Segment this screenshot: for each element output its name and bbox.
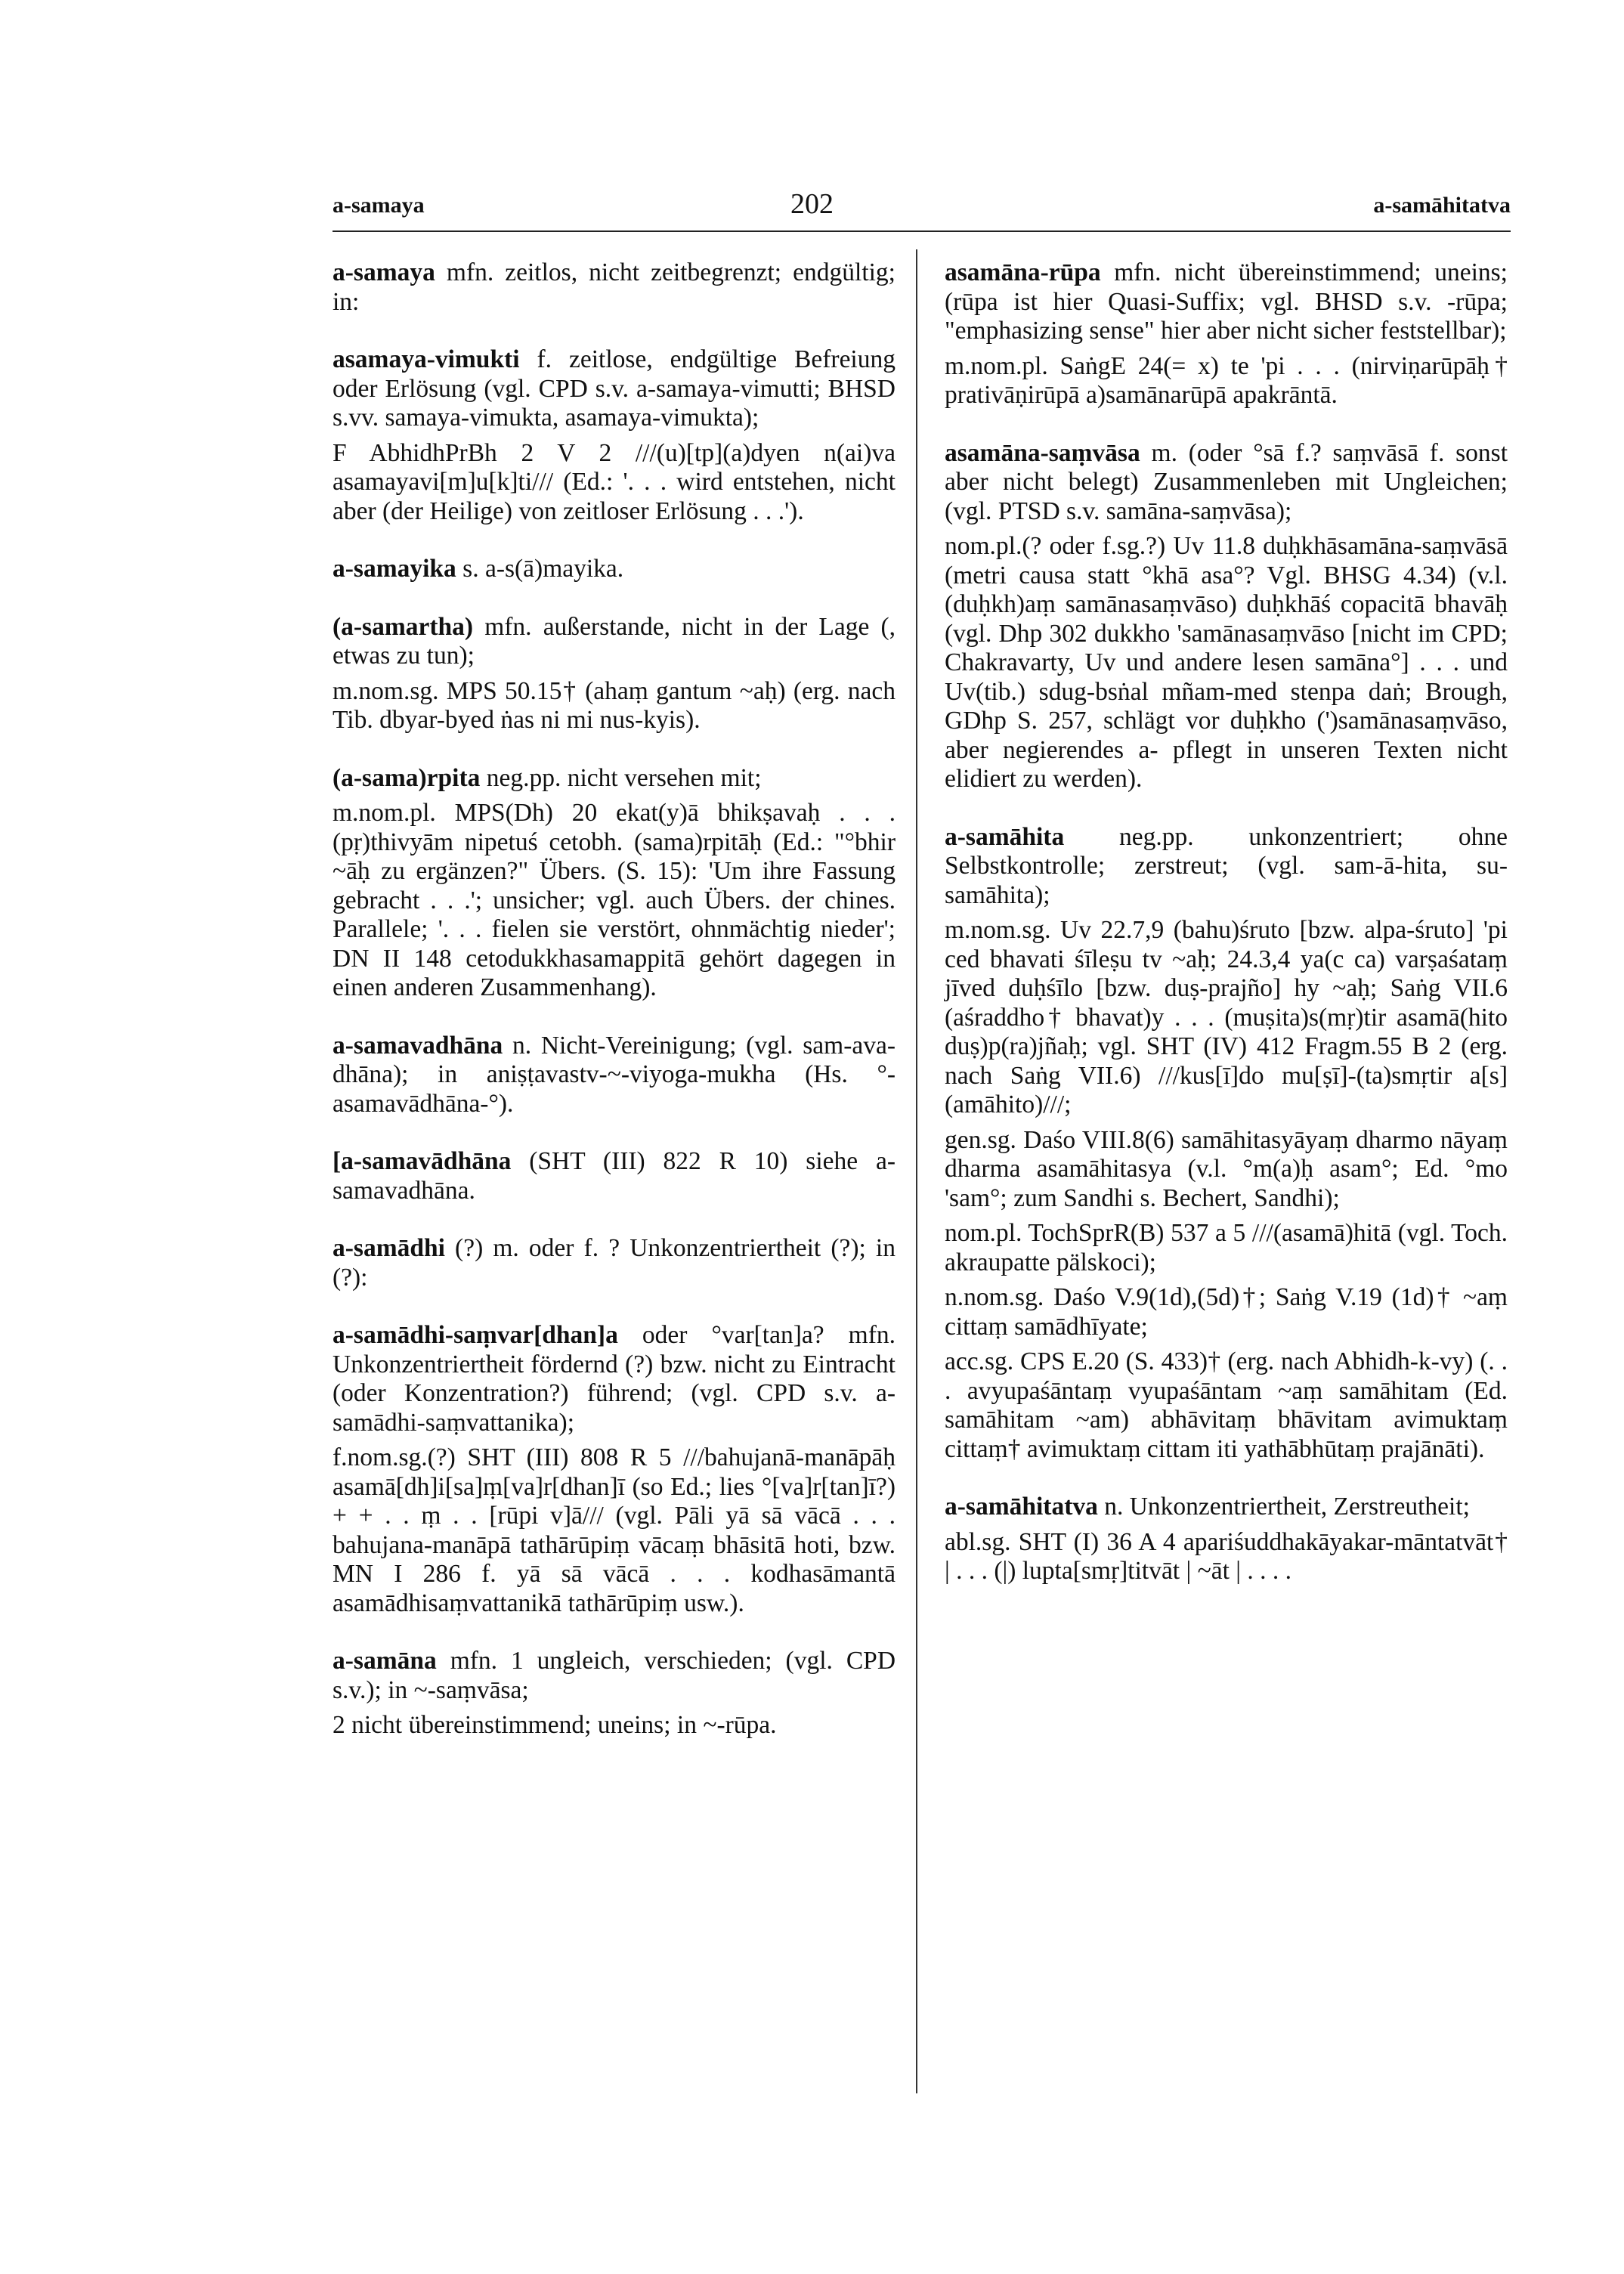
entry-headword: [a-samavādhāna — [333, 1147, 512, 1175]
entry-headword: a-samāhitatva — [945, 1493, 1098, 1521]
dictionary-entry — [333, 1032, 896, 1119]
dictionary-entry — [945, 823, 1508, 1465]
entry-text: f.nom.sg.(?) SHT (III) 808 R 5 ///bahujanā-manāpāḥ asamā[dh]i[sa]ṃ[va]r[dhan]ī (so Ed.; lies °[va]r[tan]ī?) + + . . ṃ . . [rūpi v]ā/// (vgl. Pāli yā sā vācā . . . bahujana-manāpā tathārūpiṃ vācaṃ bhāsitā hoti, bzw. MN I 286 f. yā sā vācā . . . kodhasāmantā asamādhisaṃvattanikā tathārūpiṃ usw.). — [333, 1443, 896, 1617]
entry-definition — [333, 613, 896, 671]
entry-citation — [945, 1347, 1508, 1464]
entry-definition — [333, 1647, 896, 1705]
entry-definition — [333, 1234, 896, 1292]
dictionary-entry — [333, 764, 896, 1003]
running-head-right: a-samāhitatva — [1373, 193, 1511, 218]
entry-headword: asamāna-rūpa — [945, 258, 1101, 286]
entry-text: s. a-s(ā)mayika. — [462, 555, 624, 583]
entry-text: neg.pp. unkonzentriert; ohne Selbstkontrolle; zerstreut; (vgl. sam-ā-hita, su-samāhita); — [945, 822, 1508, 909]
dictionary-entry — [945, 1493, 1508, 1586]
entry-definition — [333, 345, 896, 433]
dictionary-entry — [333, 1234, 896, 1292]
dictionary-entry — [333, 555, 896, 584]
entry-text: (?) m. oder f. ? Unkonzentriertheit (?); in (?): — [333, 1234, 896, 1292]
entry-text: gen.sg. Daśo VIII.8(6) samāhitasyāyaṃ dharmo nāyaṃ dharma asamāhitasya (v.l. °m(a)ḥ asam°; Ed. °mo 'sam°; zum Sandhi s. Bechert, Sandhi); — [945, 1125, 1508, 1212]
entry-citation — [945, 1126, 1508, 1214]
entry-text: abl.sg. SHT (I) 36 A 4 apariśuddhakāyakar-māntatvāt† | . . . (|) lupta[smṛ]titvāt | ~āt | . . . . — [945, 1527, 1508, 1585]
entry-text: mfn. zeitlos, nicht zeitbegrenzt; endgültig; in: — [333, 258, 896, 316]
entry-headword: a-samādhi-saṃvar[dhan]a — [333, 1321, 618, 1349]
dictionary-entry — [333, 613, 896, 735]
dictionary-entry — [333, 345, 896, 526]
entry-headword: a-samāna — [333, 1647, 437, 1675]
header-rule — [333, 230, 1511, 232]
dictionary-entry — [945, 439, 1508, 794]
entry-headword: a-samāhita — [945, 822, 1065, 851]
entry-citation — [945, 352, 1508, 410]
entry-definition — [333, 1032, 896, 1119]
entry-citation — [945, 916, 1508, 1120]
right-column — [945, 258, 1508, 1615]
entry-headword: (a-samartha) — [333, 612, 474, 641]
entry-headword: a-samavadhāna — [333, 1031, 503, 1060]
entry-text: 2 nicht übereinstimmend; uneins; in ~-rūpa. — [333, 1711, 777, 1739]
entry-headword: a-samayika — [333, 555, 456, 583]
entry-text: neg.pp. nicht versehen mit; — [486, 763, 762, 792]
entry-definition — [945, 1493, 1508, 1522]
entry-definition — [945, 823, 1508, 911]
entry-text: F AbhidhPrBh 2 V 2 ///(u)[tp](a)dyen n(ai)va asamayavi[m]u[k]ti/// (Ed.: '. . . wird entstehen, nicht aber (der Heilige) von zeitloser Erlösung . . .'). — [333, 438, 896, 525]
entry-citation — [945, 1283, 1508, 1341]
entry-text: m.nom.pl. SaṅgE 24(= x) te 'pi . . . (nirviṇarūpāḥ† prativāṇirūpā a)samānarūpā apakrāntā. — [945, 351, 1508, 409]
entry-citation — [945, 1528, 1508, 1586]
entry-definition — [333, 258, 896, 317]
entry-text: nom.pl. TochSprR(B) 537 a 5 ///(asamā)hitā (vgl. Toch. akraupatte pälskoci); — [945, 1219, 1508, 1276]
entry-text: m.nom.sg. Uv 22.7,9 (bahu)śruto [bzw. alpa-śruto] 'pi ced bhavati śīleṣu tv ~aḥ; 24.3,4 ya(c ca) varṣaśataṃ jīved duḥśīlo [bzw. duṣ-prajño] hy ~aḥ; Saṅg VII.6 (aśraddho† bhavat)y . . . (muṣita)s(mṛ)tir asamā(hito duṣ)p(ra)jñaḥ; vgl. SHT (IV) 412 Fragm.55 B 2 (erg. nach Saṅg VII.6) ///kus[ī]do mu[ṣī]-(ta)smṛtir a[s](amāhito)///; — [945, 916, 1508, 1118]
entry-text: nom.pl.(? oder f.sg.?) Uv 11.8 duḥkhāsamāna-saṃvāsā (metri causa statt °khā asa°? Vgl. BHSG 4.34) (v.l. (duḥkh)aṃ samānasaṃvāso) duḥkhāś copacitā bhavāḥ (vgl. Dhp 302 dukkho 'samānasaṃvāso [nicht im CPD; Chakravarty, Uv und andere lesen samāna°] . . . und Uv(tib.) sdug-bsṅal mñam-med stenpa daṅ; Brough, GDhp S. 257, schlägt vor duḥkho (')samānasaṃvāso, aber negierendes a- pflegt in unseren Texten nicht elidiert zu werden). — [945, 532, 1508, 793]
running-head-left: a-samaya — [333, 193, 425, 218]
entry-text: oder °var[tan]a? mfn. Unkonzentriertheit fördernd (?) bzw. nicht zu Eintracht (oder Konzentration?) führend; (vgl. CPD s.v. a-samādhi-saṃvattanika); — [333, 1321, 896, 1437]
entry-text: m.nom.sg. MPS 50.15† (ahaṃ gantum ~aḥ) (erg. nach Tib. dbyar-byed ṅas ni mi nus-kyis). — [333, 676, 896, 734]
entry-headword: a-samādhi — [333, 1234, 445, 1262]
dictionary-entry — [945, 258, 1508, 410]
dictionary-entry — [333, 258, 896, 317]
entry-definition — [945, 258, 1508, 346]
entry-citation — [333, 1443, 896, 1618]
entry-definition — [333, 555, 896, 584]
entry-text: (SHT (III) 822 R 10) siehe a-samavadhāna. — [333, 1147, 896, 1205]
entry-text: m. (oder °sā f.? saṃvāsā f. sonst aber nicht belegt) Zusammenleben mit Ungleichen; (vgl. PTSD s.v. samāna-saṃvāsa); — [945, 438, 1508, 525]
dictionary-entry — [333, 1147, 896, 1205]
entry-text: mfn. außerstande, nicht in der Lage (, etwas zu tun); — [333, 612, 896, 670]
entry-text: m.nom.pl. MPS(Dh) 20 ekat(y)ā bhikṣavaḥ . . . (pṛ)thivyām nipetuś cetobh. (sama)rpitāḥ (Ed.: "°bhir ~āḥ zu ergänzen?" Übers. (S. 15): 'Um ihre Fassung gebracht . . .'; unsicher; vgl. auch Übers. der chines. Parallele; '. . . fielen sie verstört, ohnmächtig nieder'; DN II 148 cetodukkhasamappitā gehört dagegen in einen anderen Zusammenhang). — [333, 799, 896, 1001]
entry-text: n.nom.sg. Daśo V.9(1d),(5d)†; Saṅg V.19 (1d)† ~aṃ cittaṃ samādhīyate; — [945, 1283, 1508, 1341]
entry-text: mfn. nicht übereinstimmend; uneins; (rūpa ist hier Quasi-Suffix; vgl. BHSD s.v. -rūpa; "emphasizing sense" hier aber nicht sicher feststellbar); — [945, 258, 1508, 345]
entry-headword: a-samaya — [333, 258, 435, 286]
entry-citation — [945, 1219, 1508, 1277]
entry-citation — [333, 799, 896, 1003]
entry-citation — [945, 532, 1508, 794]
entry-text: f. zeitlose, endgültige Befreiung oder Erlösung (vgl. CPD s.v. a-samaya-vimutti; BHSD s.vv. samaya-vimukta, asamaya-vimukta); — [333, 345, 896, 432]
entry-citation — [333, 677, 896, 735]
dictionary-entry — [333, 1647, 896, 1740]
entry-definition — [945, 439, 1508, 527]
entry-headword: asamāna-saṃvāsa — [945, 438, 1140, 467]
entry-definition — [333, 1321, 896, 1437]
entry-citation — [333, 1711, 896, 1740]
column-divider — [916, 249, 917, 2093]
entry-headword: asamaya-vimukti — [333, 345, 520, 373]
entry-citation — [333, 439, 896, 527]
entry-text: mfn. 1 ungleich, verschieden; (vgl. CPD s.v.); in ~-saṃvāsa; — [333, 1647, 896, 1704]
entry-definition — [333, 764, 896, 794]
entry-definition — [333, 1147, 896, 1205]
entry-text: acc.sg. CPS E.20 (S. 433)† (erg. nach Abhidh-k-vy) (. . . avyupaśāntaṃ vyupaśāntam ~aṃ samāhitam (Ed. samāhitam ~am) abhāvitaṃ bhāvitam avimuktaṃ cittaṃ† avimuktaṃ cittam iti yathābhūtaṃ prajānāti). — [945, 1347, 1508, 1463]
left-column — [333, 258, 896, 1769]
entry-text: n. Nicht-Vereinigung; (vgl. sam-ava-dhāna); in aniṣṭavastv-~-viyoga-mukha (Hs. °-asamavādhāna-°). — [333, 1031, 896, 1118]
entry-headword: (a-sama)rpita — [333, 763, 481, 792]
entry-text: n. Unkonzentriertheit, Zerstreutheit; — [1104, 1493, 1470, 1521]
page-number: 202 — [790, 188, 834, 220]
dictionary-entry — [333, 1321, 896, 1618]
